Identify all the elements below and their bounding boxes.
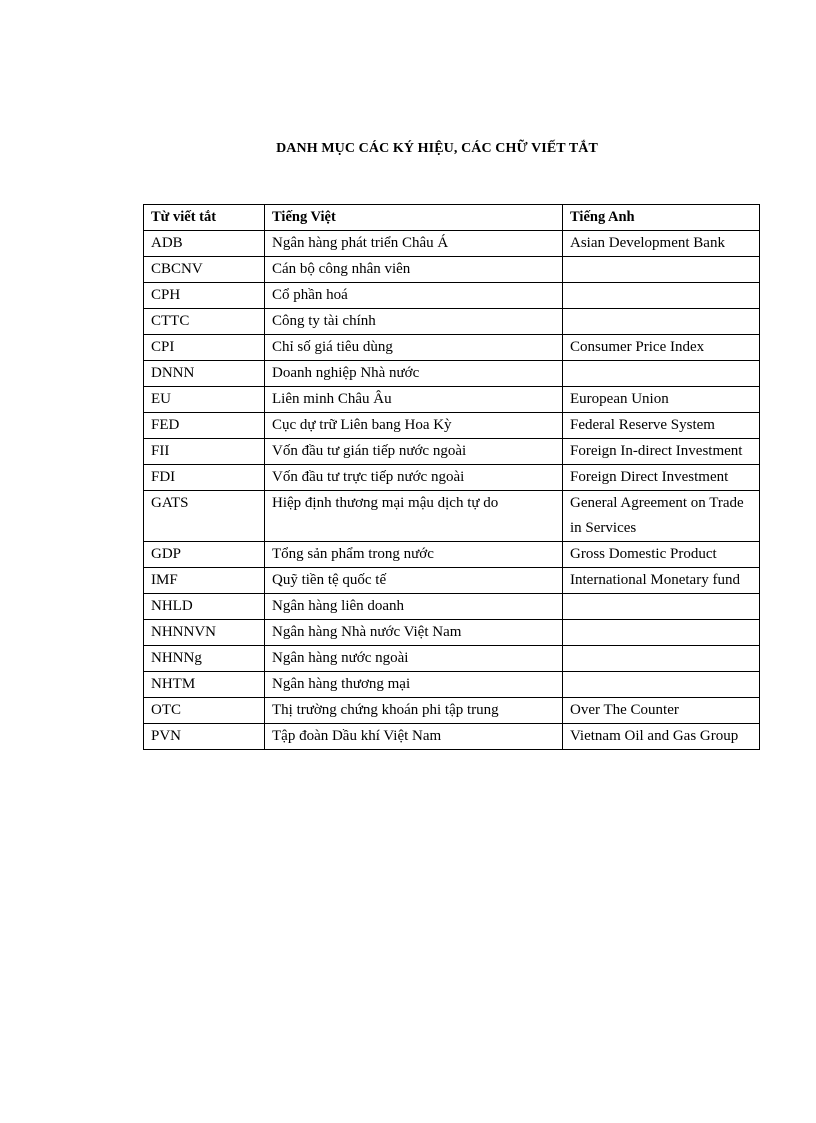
table-row [144,465,760,491]
abbreviation-cell: ADB [144,231,265,257]
vietnamese-cell: Cục dự trữ Liên bang Hoa Kỳ [265,413,563,439]
vietnamese-cell: Tổng sản phẩm trong nước [265,542,563,568]
table-row [144,335,760,361]
english-cell [563,646,760,672]
vietnamese-cell: Thị trường chứng khoán phi tập trung [265,698,563,724]
english-cell [563,594,760,620]
vietnamese-cell: Cán bộ công nhân viên [265,257,563,283]
english-cell: Foreign In-direct Investment [563,439,760,465]
table-row [144,361,760,387]
english-cell: General Agreement on Trade in Services [563,491,760,542]
abbreviation-cell: IMF [144,568,265,594]
table-row [144,646,760,672]
vietnamese-cell: Cổ phần hoá [265,283,563,309]
english-cell: Consumer Price Index [563,335,760,361]
table-row [144,724,760,750]
abbreviation-cell: DNNN [144,361,265,387]
vietnamese-cell: Vốn đầu tư trực tiếp nước ngoài [265,465,563,491]
vietnamese-cell: Ngân hàng liên doanh [265,594,563,620]
table-row [144,283,760,309]
vietnamese-cell: Tập đoàn Dầu khí Việt Nam [265,724,563,750]
vietnamese-cell: Hiệp định thương mại mậu dịch tự do [265,491,563,542]
english-cell: International Monetary fund [563,568,760,594]
vietnamese-cell: Ngân hàng thương mại [265,672,563,698]
table-row [144,231,760,257]
abbreviation-cell: FII [144,439,265,465]
abbreviation-cell: FDI [144,465,265,491]
column-header-vietnamese: Tiếng Việt [265,205,563,231]
abbreviation-cell: NHTM [144,672,265,698]
vietnamese-cell: Vốn đầu tư gián tiếp nước ngoài [265,439,563,465]
abbreviation-cell: EU [144,387,265,413]
vietnamese-cell: Doanh nghiệp Nhà nước [265,361,563,387]
english-cell: Over The Counter [563,698,760,724]
english-cell: Foreign Direct Investment [563,465,760,491]
abbreviation-cell: GATS [144,491,265,542]
vietnamese-cell: Ngân hàng Nhà nước Việt Nam [265,620,563,646]
english-cell: Asian Development Bank [563,231,760,257]
column-header-english: Tiếng Anh [563,205,760,231]
abbreviation-cell: NHNNg [144,646,265,672]
table-row [144,257,760,283]
vietnamese-cell: Công ty tài chính [265,309,563,335]
vietnamese-cell: Ngân hàng phát triển Châu Á [265,231,563,257]
abbreviation-cell: PVN [144,724,265,750]
abbreviation-cell: NHLD [144,594,265,620]
table-row [144,491,760,542]
english-cell [563,309,760,335]
table-row [144,672,760,698]
column-header-abbreviation: Từ viết tắt [144,205,265,231]
vietnamese-cell: Ngân hàng nước ngoài [265,646,563,672]
abbreviation-cell: NHNNVN [144,620,265,646]
english-cell: Gross Domestic Product [563,542,760,568]
abbreviation-cell: OTC [144,698,265,724]
table-row [144,309,760,335]
table-row [144,594,760,620]
table-row [144,568,760,594]
table-row [144,439,760,465]
vietnamese-cell: Quỹ tiền tệ quốc tế [265,568,563,594]
table-row [144,542,760,568]
abbreviations-table [143,204,760,750]
table-row [144,387,760,413]
vietnamese-cell: Liên minh Châu Âu [265,387,563,413]
table-header-row [144,205,760,231]
vietnamese-cell: Chỉ số giá tiêu dùng [265,335,563,361]
table-row [144,413,760,439]
abbreviation-cell: CPI [144,335,265,361]
english-cell: Vietnam Oil and Gas Group [563,724,760,750]
table-row [144,620,760,646]
abbreviation-cell: CTTC [144,309,265,335]
abbreviation-cell: FED [144,413,265,439]
page-title: DANH MỤC CÁC KÝ HIỆU, CÁC CHỮ VIẾT TẮT [276,141,598,156]
english-cell [563,672,760,698]
english-cell [563,361,760,387]
english-cell: Federal Reserve System [563,413,760,439]
english-cell [563,283,760,309]
english-cell: European Union [563,387,760,413]
abbreviation-cell: CBCNV [144,257,265,283]
english-cell [563,257,760,283]
english-cell [563,620,760,646]
abbreviation-cell: CPH [144,283,265,309]
table-row [144,698,760,724]
abbreviation-cell: GDP [144,542,265,568]
